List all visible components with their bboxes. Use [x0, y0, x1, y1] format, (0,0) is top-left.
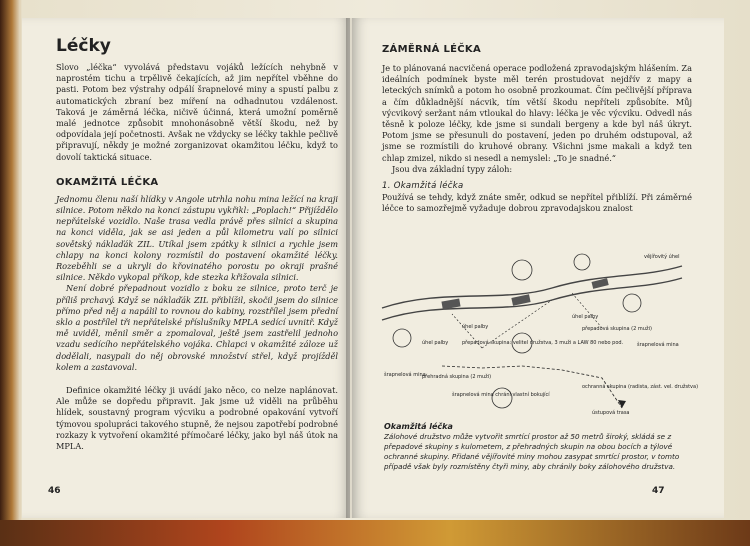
diagram-label: úhel palby — [422, 340, 449, 346]
ambush-diagram — [382, 248, 699, 418]
bush-icon — [623, 294, 641, 312]
story-paragraph-2: Není dobré přepadnout vozidlo z boku ze silnice, proto terč je příliš prchavý. Když se náklaďák ZIL přiblížil, skočil jsem do silnice přímo před něj a napálil to rovnou do kabiny, rozstřílel jsem přední sklo a postřílel tři nepřátelské příslušníky MPLA sedící uvnitř. Když mě uviděl, měnil směr a zpomaloval, ještě jsem zastřelil jednoho vzadu sedícího nepřátelského vojáka. Chlapci v okamžité záloze už dodělali, nasypali do něj obrovské množství střel, když projížděl kolem a zastavoval. — [56, 283, 338, 372]
diagram-label: ochranná skupina (radista, zást. vel. družstva) — [582, 384, 699, 390]
desk-surface — [0, 520, 750, 546]
diagram-label: šrapnelová mina — [384, 372, 426, 378]
page-title: Léčky — [56, 36, 111, 56]
diagram-label: přehradná skupina (2 muži) — [422, 374, 492, 380]
bush-icon — [393, 329, 411, 347]
left-page — [22, 18, 350, 518]
diagram-caption: Zálohové družstvo může vytvořit smrtící prostor až 50 metrů široký, skládá se z přepadové skupiny s kulometem, z přehradných skupin na obou bocích a týlové ochranné skupiny. Přidané vějířovité miny mohou zasypat smrtící prostor, v tomto případě však byly rozmístěny čtyři miny, aby chránily boky zálohového družstva. — [384, 432, 680, 471]
section-heading-right: ZÁMĚRNÁ LÉČKA — [382, 44, 481, 55]
immediate-ambush-paragraph: Používá se tehdy, když znáte směr, odkud se nepřítel přiblíží. Při záměrné léčce to samozřejmě vyžaduje dobrou zpravodajskou znalost — [382, 192, 692, 214]
planned-ambush-paragraph: Je to plánovaná nacvičená operace podložená zpravodajským hlášením. Za ideálních podmínek byste měl terén prostudovat nejdřív z mapy a leteckých snímků a potom ho osobně prozkoumat. Čím pečlivější příprava a čím důkladnější nácvik, tím větší škodu nepříteli způsobíte. Můj výcvikový seržant nám vtloukal do hlavy: léčka je věc výcviku. Odvedl nás těsně k poloze léčky, kde jsme si sundali bergeny a kde byl náš úkryt. Potom jsme se přesunuli do postavení, jeden po druhém odstupoval, až jsme se rozmístili do kruhové obrany. Všichni jsme makali a když ten chlap zmizel, nikdo si nesedl a nemyslel: „To je snadné.“ — [382, 63, 692, 163]
diagram-label: ústupová trasa — [592, 410, 630, 416]
diagram-label: úhel palby — [462, 324, 489, 330]
fire-line — [572, 293, 602, 328]
bush-icon — [512, 260, 532, 280]
section-heading: OKAMŽITÁ LÉČKA — [56, 176, 159, 188]
diagram-caption-title: Okamžitá léčka — [384, 422, 453, 431]
diagram-label: šrapnelová mina — [637, 342, 679, 348]
intro-paragraph: Slovo „léčka“ vyvolává představu vojáků ležících nehybně v naprostém tichu a trpělivě čekajících, až jim nepřítel vběhne do pasti. Potom bez výstrahy odpálí šrapnelové miny a spustí palbu z automatických zbraní bez míření na odhadnutou vzdálenost. Taková je záměrná léčka, ničivě účinná, která umožní poměrně malé jednotce způsobit mnohonásobně větší škodu, než by odpovídala její početnosti. Avšak ne vždycky se léčky takhle pečlivě připravují, někdy je možné zorganizovat okamžitou léčku, když to dovolí taktická situace. — [56, 62, 338, 162]
bush-icon — [492, 388, 512, 408]
diagram-label: šrapnelová mina chrání vlastní bokující — [452, 392, 550, 398]
diagram-label: přepadová skupina: velitel družstva, 3 muži a LAW 80 nebo pod. — [462, 340, 624, 346]
book-edge — [0, 0, 20, 546]
vehicle-icon — [511, 294, 530, 306]
subsection-heading: 1. Okamžitá léčka — [382, 181, 464, 192]
page-number-left: 46 — [48, 486, 61, 496]
right-page — [352, 18, 724, 518]
closing-paragraph: Definice okamžité léčky ji uvádí jako něco, co nelze naplánovat. Ale může se dopředu připravit. Jak jsme už viděli na průběhu hlídek, soustavný program výcviku a podrobné opakování vytvoří týmovou spolupráci takového stupně, že nejsou zapotřebí podrobné rozkazy k vytvoření okamžité přímočaré léčky, jako byl náš útok na MPLA. — [56, 385, 338, 452]
bush-icon — [574, 254, 590, 270]
vehicle-icon — [592, 278, 609, 289]
page-number-right: 47 — [652, 486, 665, 496]
diagram-label: úhel palby — [572, 314, 599, 320]
diagram-label: přepadová skupina (2 muži) — [582, 326, 652, 332]
types-intro: Jsou dva základní typy záloh: — [392, 163, 513, 174]
story-paragraph-1: Jednomu členu naší hlídky v Angole utrhla nohu mina ležící na kraji silnice. Potom někdo na konci zástupu vykřikl: „Poplach!“ Přijíždělo nepřátelské vozidlo. Naše trasa vedla právě přes silnici a skupina na konci viděla, jak se asi jeden a půl kilometru valí po silnici sovětský náklaďák ZIL. Utíkal jsem zpátky k silnici a rychle jsem chlapy na konci kolony rozmístil do postavení okamžité léčky. Rozeběhli se a ukryli do křovinatého porostu po okraji prašné silnice. Někdo vykopal příkop, kde stezka křižovala silnici. — [56, 193, 338, 283]
diagram-label: vějířovitý úhel — [644, 254, 680, 260]
